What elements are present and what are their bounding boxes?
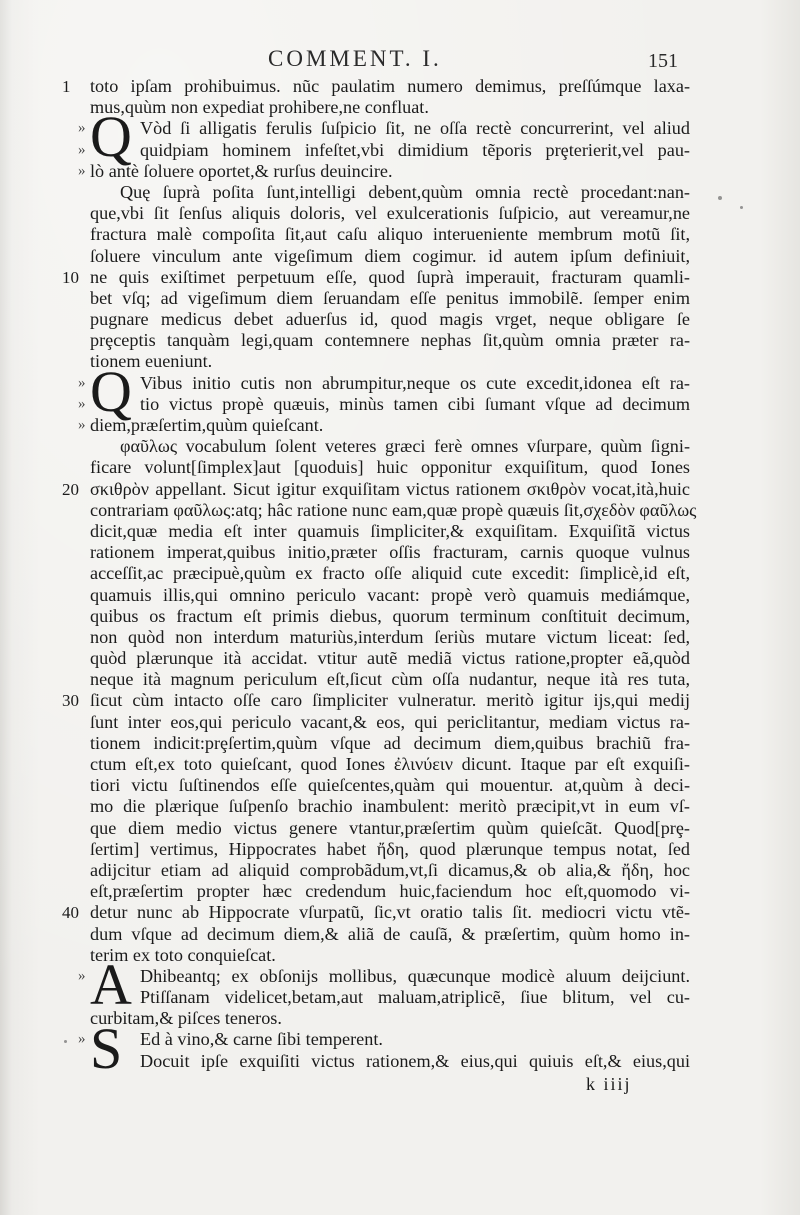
line-text: bet vſq; ad vigeſimum diem ſeruandam eſſe penitus immobilẽ. ſemper enim	[90, 287, 690, 308]
text-line	[0, 330, 800, 351]
running-head: COMMENT. I.	[268, 46, 442, 71]
line-text: tionem eueniunt.	[90, 351, 213, 372]
quote-mark: »	[78, 374, 86, 391]
line-text: tio victus propè quӕuis, minùs tamen cibi ſumant vſque ad decimum	[140, 393, 690, 414]
text-line	[0, 500, 800, 521]
line-number: 20	[62, 479, 79, 499]
text-line	[0, 839, 800, 860]
initial-letter: Q	[90, 358, 132, 424]
line-text: Quę ſuprà poſita ſunt,intelligi debent,quùm omnia rectè procedant:nan-	[120, 181, 690, 202]
line-text: σκιθρὸν appellant. Sicut igitur exquiſitam victus rationem σκιθρὸν vocat,ità,huic	[90, 478, 690, 499]
text-line	[0, 754, 800, 775]
text-line	[0, 860, 800, 881]
quote-mark: »	[78, 395, 86, 412]
initial-letter: A	[90, 952, 132, 1018]
ink-spot	[718, 196, 722, 200]
line-text: tionem indicit:prȩſertim,quùm vſque ad decimum diem,quibus brachiũ fra-	[90, 732, 690, 753]
line-text: mus,quùm non expediat prohibere,ne confluat.	[90, 97, 429, 118]
line-number: 10	[62, 267, 79, 287]
text-block	[0, 76, 800, 1081]
line-number: 30	[62, 691, 79, 711]
initial-letter: Q	[90, 104, 132, 170]
ink-spot	[64, 1040, 67, 1043]
catchword: k iiij	[586, 1074, 632, 1095]
line-text: diem,prӕſertim,quùm quieſcant.	[90, 415, 324, 435]
text-line	[0, 267, 800, 288]
text-line	[0, 881, 800, 902]
line-text: ne quis exiſtimet perpetuum eſſe, quod ſuprà imperauit, fracturam quamli-	[90, 266, 690, 287]
page-header	[0, 44, 800, 76]
line-text: ſoluere vinculum ante vigeſimum diem cogimur. id autem ipſum definiuit,	[90, 245, 690, 266]
quote-mark: »	[78, 1031, 86, 1048]
text-line	[0, 224, 800, 245]
text-line	[0, 76, 800, 97]
text-line	[0, 203, 800, 224]
line-text: adijcitur etiam ad aliquid comprobãdum,vt,ſi dicamus,& ob alia,& ἤδη, hoc	[90, 859, 690, 880]
line-text: neque ità magnum periculum eſt,ſicut cùm oſſa nudantur, neque ità res tuta,	[90, 669, 690, 690]
line-text: prȩceptis tanquàm legi,quam contemnere nephas ſit,quùm omnia prӕter ra-	[90, 330, 690, 351]
text-line	[0, 733, 800, 754]
text-line	[0, 542, 800, 563]
text-line	[0, 796, 800, 817]
line-text: contrariam φαῦλως:atq; hâc ratione nunc eam,quӕ propè quӕuis ſit,σχεδὸν φαῦλως	[90, 499, 697, 520]
quote-mark: »	[78, 162, 86, 179]
text-line	[0, 479, 800, 500]
line-text: lò antè ſoluere oportet,& rurſus deuincire.	[90, 160, 393, 181]
line-number: 40	[62, 903, 79, 923]
line-number: 1	[62, 77, 71, 96]
line-text: curbitam,& piſces teneros.	[90, 1008, 282, 1029]
text-line	[0, 246, 800, 267]
line-text: quamuis illis,qui omnino periculo vacant: propè verò quamuis mediámque,	[90, 584, 690, 605]
line-text: Docuit ipſe exquiſiti victus rationem,& eius,qui quiuis eſt,& eius,qui	[140, 1050, 690, 1071]
text-line	[0, 902, 800, 923]
line-text: Dhibeantq; ex obſonijs mollibus, quӕcunque modicè aluum deijciunt.	[140, 965, 690, 986]
line-text: terim ex toto conquieſcat.	[90, 944, 276, 965]
text-line	[0, 182, 800, 203]
text-line	[0, 627, 800, 648]
text-line	[0, 924, 800, 945]
line-text: ſunt inter eos,qui periculo vacant,& eos, qui periclitantur, mediam victus ra-	[90, 711, 690, 732]
line-text: que,vbi ſit ſenſus aliquis doloris, vel exulcerationis ſuſpicio, aut vereamur,ne	[90, 203, 690, 224]
line-text: Ptiſſanam videlicet,betam,aut maluam,atriplicẽ, ſiue blitum, vel cu-	[140, 987, 690, 1008]
initial-letter: S	[90, 1016, 123, 1081]
text-line	[0, 457, 800, 478]
line-text: mo die plӕrique ſuſpenſo brachio inambulent: meritò prӕcipit,vt in eum vſ-	[90, 796, 690, 817]
quote-mark: »	[78, 141, 86, 158]
line-text: acceſſit,ac prӕcipuè,quùm ex fracto oſſe aliquid cute excedit: ſimplicè,id eſt,	[90, 563, 690, 584]
line-text: ſicut cùm intacto oſſe caro ſimpliciter vulneratur. meritò igitur ijs,qui medij	[90, 690, 690, 711]
line-text: eſt,prӕſertim propter hӕc credendum huic,faciendum hoc eſt,quomodo vi-	[90, 881, 690, 902]
line-text: non quòd non interdum maturiùs,interdum ſeriùs mutare victum liceat: ſed,	[90, 626, 690, 647]
quote-mark: »	[78, 120, 86, 137]
line-text: Ed à vino,& carne ſibi temperent.	[140, 1029, 383, 1050]
text-line	[0, 309, 800, 330]
text-line	[0, 585, 800, 606]
text-line	[0, 775, 800, 796]
line-text: rationem imperat,quibus initio,prӕter oſſis fracturam, carnis quoque vulnus	[90, 542, 690, 563]
ink-spot	[740, 206, 743, 209]
text-line	[0, 436, 800, 457]
line-text: tiori victu ſuſtinendos eſſe quieſcentes,quàm qui mouentur. at,quùm à deci-	[90, 775, 690, 796]
line-text: quidpiam hominem infeſtet,vbi dimidium tẽporis prȩterierit,vel pau-	[140, 139, 690, 160]
text-line	[0, 669, 800, 690]
line-text: que diem medio victus genere vtantur,prӕſertim quùm quieſcãt. Quod[prȩ-	[90, 817, 690, 838]
line-text: quibus os fractum eſt primis diebus, quorum terminum conſtituit decimum,	[90, 605, 690, 626]
line-text: toto ipſam prohibuimus. nũc paulatim numero demimus, preſſúmque laxa-	[90, 76, 690, 96]
text-line	[0, 521, 800, 542]
quote-mark: »	[78, 967, 86, 984]
page-number: 151	[648, 50, 678, 72]
text-line	[0, 288, 800, 309]
line-text: quòd plӕrunque ità accidat. vtitur autẽ mediã victus ratione,propter eã,quòd	[90, 648, 690, 669]
line-text: ctum eſt,ex toto quieſcant, quod Iones ἐλινύειν dicunt. Itaque par eſt exquiſi-	[90, 754, 690, 774]
line-text: pugnare medicus debet aduerſus id, quod magis vrget, neque obligare ſe	[90, 309, 690, 330]
text-line	[0, 712, 800, 733]
line-text: ſertim] vertimus, Hippocrates habet ἤδη, quod plӕrunque tempus notat, ſed	[90, 838, 690, 859]
text-line	[0, 563, 800, 584]
line-text: fractura malè compoſita ſit,aut caſu aliquo interueniente membrum motũ ſit,	[90, 224, 690, 245]
text-line	[0, 818, 800, 839]
text-line	[0, 606, 800, 627]
line-text: φαῦλως vocabulum ſolent veteres grӕci ferè omnes vſurpare, quùm ſigni-	[120, 436, 690, 457]
line-text: detur nunc ab Hippocrate vſurpatũ, ſic,vt oratio talis ſit. mediocri victu vtẽ-	[90, 902, 690, 923]
line-text: Vòd ſi alligatis ferulis ſuſpicio ſit, ne oſſa rectè concurrerint, vel aliud	[140, 118, 690, 139]
text-line	[0, 648, 800, 669]
text-line	[0, 690, 800, 711]
quote-mark: »	[78, 417, 86, 433]
line-text: Vibus initio cutis non abrumpitur,neque os cute excedit,idonea eſt ra-	[140, 372, 690, 393]
line-text: dum vſque ad decimum diem,& aliã de cauſã, & prӕſertim, quùm homo in-	[90, 923, 690, 944]
line-text: dicit,quӕ media eſt inter quamuis ſimpliciter,& exquiſitam. Exquiſitã victus	[90, 520, 690, 541]
line-text: ficare volunt[ſimplex]aut [quoduis] huic opponitur exquiſitum, quod Iones	[90, 457, 690, 478]
